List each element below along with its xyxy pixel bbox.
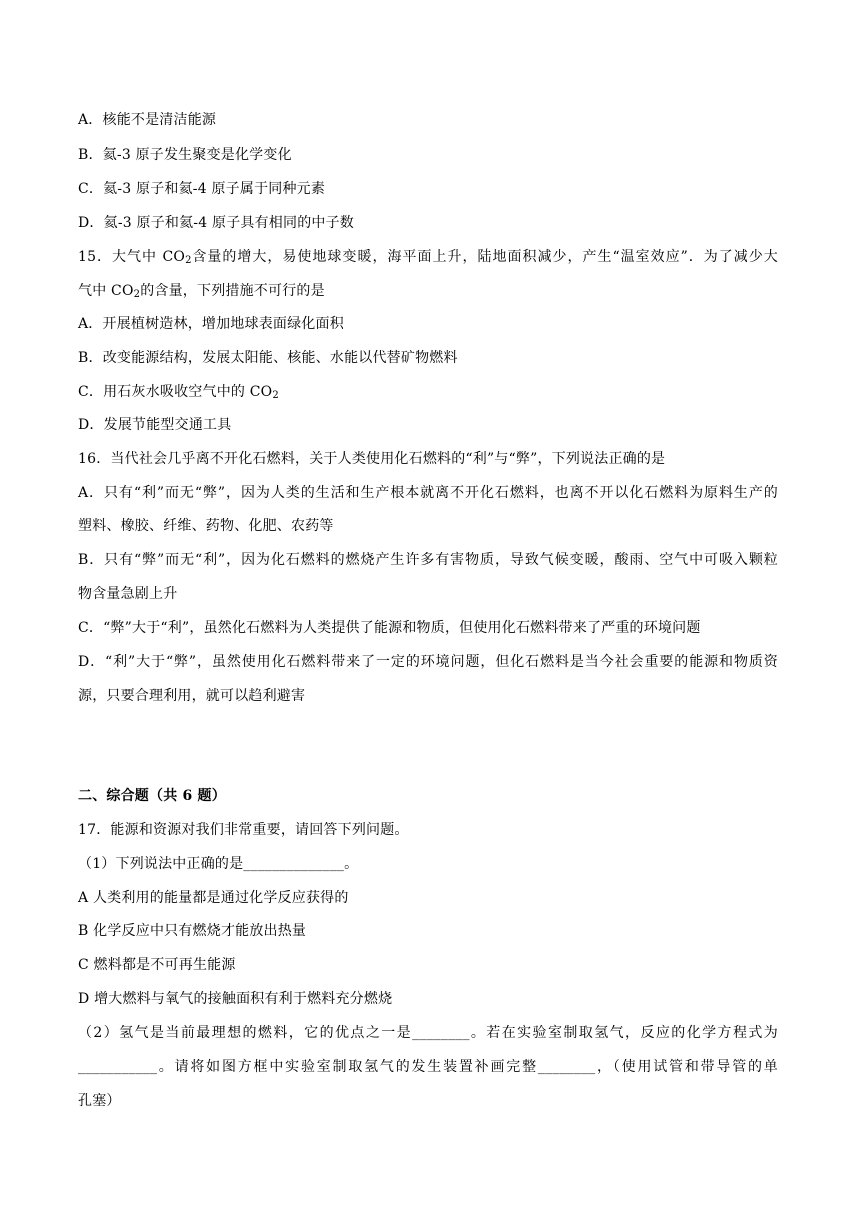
q17-part2-line3: 孔塞） <box>78 1093 121 1109</box>
q15-stem-line1-sub: 2 <box>185 255 192 266</box>
q15-stem-line1-pre: 15．大气中 CO <box>78 249 186 265</box>
q16-option-d-line2: 源，只要合理利用，就可以趋利避害 <box>78 688 306 704</box>
q14-option-c: C．氦-3 原子和氦-4 原子属于同种元素 <box>78 181 326 197</box>
q15-stem-line1-post: 含量的增大，易使地球变暖，海平面上升，陆地面积减少，产生“温室效应”．为了减少大 <box>191 249 778 265</box>
q15-stem-line1 <box>78 247 778 267</box>
q15-stem-line2-post: 的含量，下列措施不可行的是 <box>140 283 325 299</box>
q17-stem: 17．能源和资源对我们非常重要，请回答下列问题。 <box>78 822 409 838</box>
q15-option-a: A．开展植树造林，增加地球表面绿化面积 <box>78 316 344 332</box>
q15-option-c-text: C．用石灰水吸收空气中的 CO <box>78 384 273 400</box>
q15-stem-line2-pre: 气中 CO <box>78 283 134 299</box>
q15-stem-line2-sub: 2 <box>133 289 141 300</box>
q14-option-d: D．氦-3 原子和氦-4 原子具有相同的中子数 <box>78 215 354 231</box>
q15-option-c-sub: 2 <box>272 390 279 401</box>
q17-part2-line1: （2）氢气是当前最理想的燃料，它的优点之一是________。若在实验室制取氢气，反应的化学方程式为 <box>78 1025 778 1041</box>
q14-option-a: A．核能不是清洁能源 <box>78 112 217 128</box>
q14-option-b: B．氦-3 原子发生聚变是化学变化 <box>78 147 292 163</box>
q16-option-a-line1: A．只有“利”而无“弊”，因为人类的生活和生产根本就离不开化石燃料，也离不开以化石燃料为原料生产的 <box>78 485 778 501</box>
q17-option-b: B 化学反应中只有燃烧才能放出热量 <box>78 923 307 939</box>
q15-option-b: B．改变能源结构，发展太阳能、核能、水能以代替矿物燃料 <box>78 350 458 366</box>
q16-stem: 16．当代社会几乎离不开化石燃料，关于人类使用化石燃料的“利”与“弊”，下列说法正确的是 <box>78 451 666 467</box>
q17-part1: （1）下列说法中正确的是______________。 <box>78 856 359 872</box>
q16-option-a-line2: 塑料、橡胶、纤维、药物、化肥、农药等 <box>78 518 334 534</box>
q15-option-d: D．发展节能型交通工具 <box>78 417 232 433</box>
q16-option-d-line1: D．“利”大于“弊”，虽然使用化石燃料带来了一定的环境问题，但化石燃料是当今社会重要的能源和物质资 <box>78 654 778 670</box>
q15-stem-line2 <box>78 281 778 301</box>
section-heading: 二、综合题（共 6 题） <box>78 788 226 804</box>
q17-option-d: D 增大燃料与氧气的接触面积有利于燃料充分燃烧 <box>78 991 393 1007</box>
q17-option-a: A 人类利用的能量都是通过化学反应获得的 <box>78 890 349 906</box>
q15-option-c <box>78 382 778 402</box>
q16-option-b-line2: 物含量急剧上升 <box>78 586 178 602</box>
q17-part2-line2: ___________。请将如图方框中实验室制取氢气的发生装置补画完整________，（使用试管和带导管的单 <box>78 1059 778 1075</box>
q16-option-b-line1: B．只有“弊”而无“利”，因为化石燃料的燃烧产生许多有害物质，导致气候变暖，酸雨、空气中可吸入颗粒 <box>78 552 778 568</box>
q16-option-c: C．“弊”大于“利”，虽然化石燃料为人类提供了能源和物质，但使用化石燃料带来了严重的环境问题 <box>78 620 701 636</box>
q17-option-c: C 燃料都是不可再生能源 <box>78 957 236 973</box>
